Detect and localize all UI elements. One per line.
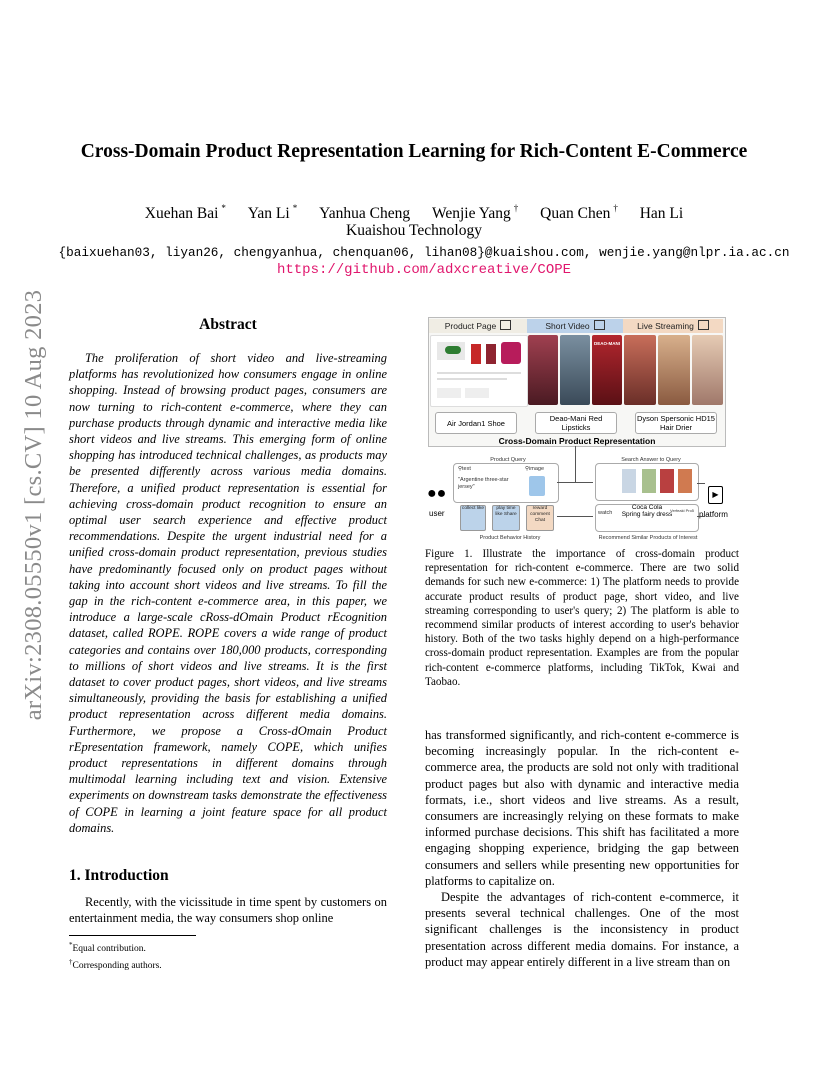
arrow [557, 516, 593, 517]
search-answer-box [595, 463, 699, 501]
behavior-history-label: Product Behavior History [479, 535, 541, 541]
abstract-body [69, 350, 387, 836]
recommend-product: Coca Cola [631, 504, 663, 511]
author-list [0, 203, 828, 223]
search-answer-label: Search Answer to Query [621, 457, 681, 463]
shoe-mark [445, 346, 461, 354]
author: Han Li [639, 205, 684, 222]
video-overlay-text: DEAO-MANI [594, 341, 620, 346]
behavior-tile: reward comment Chat [526, 505, 554, 531]
recommend-label: Recommend Similar Products of Interest [598, 535, 698, 541]
answer-thumb [660, 469, 674, 493]
image-query-label: ⚲image [525, 466, 545, 472]
author: Yan Li * [247, 203, 298, 222]
lipstick-image [486, 344, 496, 364]
figure-caption: Figure 1. Illustrate the importance of cross-domain product representation for rich-content e-commerce. There are two solid demands for such new e-commerce: 1) The platform needs to provide accurate product results of product page, short video, and live streaming corresponding to user's query; 2) The platform is able to recommend similar products of interest according to user's behavior history. Both of the two tasks highly depend on a high-performance cross-domain product representation. Examples are from the popular rich-content e-commerce platforms, including TikTok, Kwai and Taobao. [425, 548, 739, 688]
answer-thumb [622, 469, 636, 493]
tab-product-page: Product Page [429, 319, 527, 333]
product-label-dryer: Dyson Spersonic HD15 Hair Drier [635, 412, 717, 434]
play-icon: ▶ [708, 486, 723, 504]
paper-title: Cross-Domain Product Representation Learning for Rich-Content E-Commerce [80, 141, 748, 162]
recommend-small-label: watch [598, 510, 613, 516]
footnote-rule [69, 935, 196, 936]
lipstick-image [471, 344, 481, 364]
repo-link[interactable]: https://github.com/adxcreative/COPE [276, 262, 572, 278]
text-line [437, 378, 507, 380]
video-icon [594, 320, 605, 330]
arrow [697, 516, 705, 517]
figure-1 [425, 316, 739, 544]
footnote: †Corresponding authors. [69, 957, 162, 971]
author: Xuehan Bai * [144, 203, 226, 222]
tab-short-video: Short Video [527, 319, 623, 333]
author: Wenjie Yang † [431, 203, 519, 222]
jersey-image [529, 476, 545, 496]
answer-thumb [678, 469, 692, 493]
answer-thumb [642, 469, 656, 493]
short-video-frame [560, 335, 590, 405]
user-label: user [429, 509, 445, 518]
arrow [697, 483, 705, 484]
platform-label: platform [699, 510, 728, 519]
footnotes [69, 939, 162, 972]
recommend-product-2: Spring fairy dress [621, 511, 673, 518]
arrow [575, 446, 576, 482]
intro-body [69, 894, 387, 926]
live-stream-frame [658, 335, 690, 405]
intro-paragraph: Recently, with the vicissitude in time spent by customers on entertainment media, the way consumers shop online [69, 895, 387, 926]
behavior-tile: collect like [460, 505, 486, 531]
arxiv-identifier [14, 280, 54, 730]
product-label-lipstick: Deao-Mani Red Lipsticks [535, 412, 617, 434]
behavior-tile: play time like Share [492, 505, 520, 531]
query-example: "Argentine three-star jersey" [458, 477, 509, 490]
figure-banner: Cross-Domain Product Representation [498, 436, 656, 446]
body-paragraph: has transformed significantly, and rich-content e-commerce is becoming increasingly popular. In the rich-content e-commerce area, the products are sold not only with traditional product pages but also with dynamic and interactive media formats, i.e., short videos and live streams. As a result, consumers are increasingly relying on these formats to make informed purchase decisions. This shift has facilitated a more engaging shopping experience, bridging the gap between consumers and sellers while presenting new opportunities for platforms to capitalize on. [425, 728, 739, 888]
live-stream-frame [692, 335, 723, 405]
abstract-paragraph: The proliferation of short video and live-streaming platforms has revolutionized how consumers engage in online shopping. Instead of browsing product pages, consumers are now turning to rich-content e-commerce, where they can purchase products through dynamic and interactive media like short videos and live streams. This emerging form of online shopping has introduced technical challenges, as products may be presented differently across various media domains. Therefore, a unified product representation is essential for achieving cross-domain product recognition to ensure an optimal user search experience and effective product recommendations. Despite the urgent industrial need for a unified cross-domain product representation, previous studies have predominantly focused only on product pages without taking into account short videos and live streams. To fill the gap in the rich-content e-commerce area, in this paper, we introduce a large-scale cRoss-dOmain Product rEcognition dataset, called ROPE. ROPE covers a wide range of product categories and contains over 180,000 products, corresponding to millions of short videos and live streams. It is the first dataset to cover product pages, short videos, and live streams simultaneously, providing the basis for establishing a unified product representation across different media domains. Furthermore, we propose a Cross-dOmain Product rEpresentation framework, namely COPE, which unifies product representations in different domains through multimodal learning including text and vision. Extensive experiments on downstream tasks demonstrate the effectiveness of COPE in learning a joint feature space for all product domains. [69, 351, 387, 835]
author: Quan Chen † [540, 203, 618, 222]
short-video-frame [528, 335, 558, 405]
product-label-shoe: Air Jordan1 Shoe [435, 412, 517, 434]
affiliation: Kuaishou Technology [346, 222, 482, 239]
search-icon: ⚲ [525, 466, 530, 472]
right-column-body [425, 727, 739, 970]
recommend-box [595, 504, 699, 532]
text-line [437, 372, 521, 374]
monitor-icon [698, 320, 709, 330]
author-emails: {baixuehan03, liyan26, chengyanhua, chenquan06, lihan08}@kuaishou.com, wenjie.yang@nlpr.ia.ac.cn [58, 245, 790, 260]
thumb [437, 388, 461, 398]
text-query-label: ⚲text [458, 466, 471, 472]
product-query-label: Product Query [490, 457, 526, 463]
thumb [465, 388, 489, 398]
intro-heading: 1. Introduction [69, 867, 169, 884]
arxiv-id-text: arXiv:2308.05550v1 [cs.CV] 10 Aug 2023 [20, 289, 47, 721]
dryer-image [501, 342, 521, 364]
abstract-heading: Abstract [199, 316, 257, 333]
arrow [557, 482, 593, 483]
short-video-frame [592, 335, 622, 405]
body-paragraph: Despite the advantages of rich-content e-commerce, it presents several technical challenges. One of the most significant challenges is the inconsistency in product presentation across different media domains. For instance, a product may appear entirely different in a live stream than on [425, 890, 739, 969]
recommend-small-label: Verfeaki Pro5 [670, 508, 695, 513]
users-icon: ●● [427, 485, 447, 502]
live-stream-frame [624, 335, 656, 405]
product-page-screenshot [430, 335, 528, 407]
tab-live-streaming: Live Streaming [623, 319, 723, 333]
footnote: *Equal contribution. [69, 941, 146, 955]
search-icon: ⚲ [458, 466, 463, 472]
author: Yanhua Cheng [319, 205, 411, 222]
store-icon [500, 320, 511, 330]
